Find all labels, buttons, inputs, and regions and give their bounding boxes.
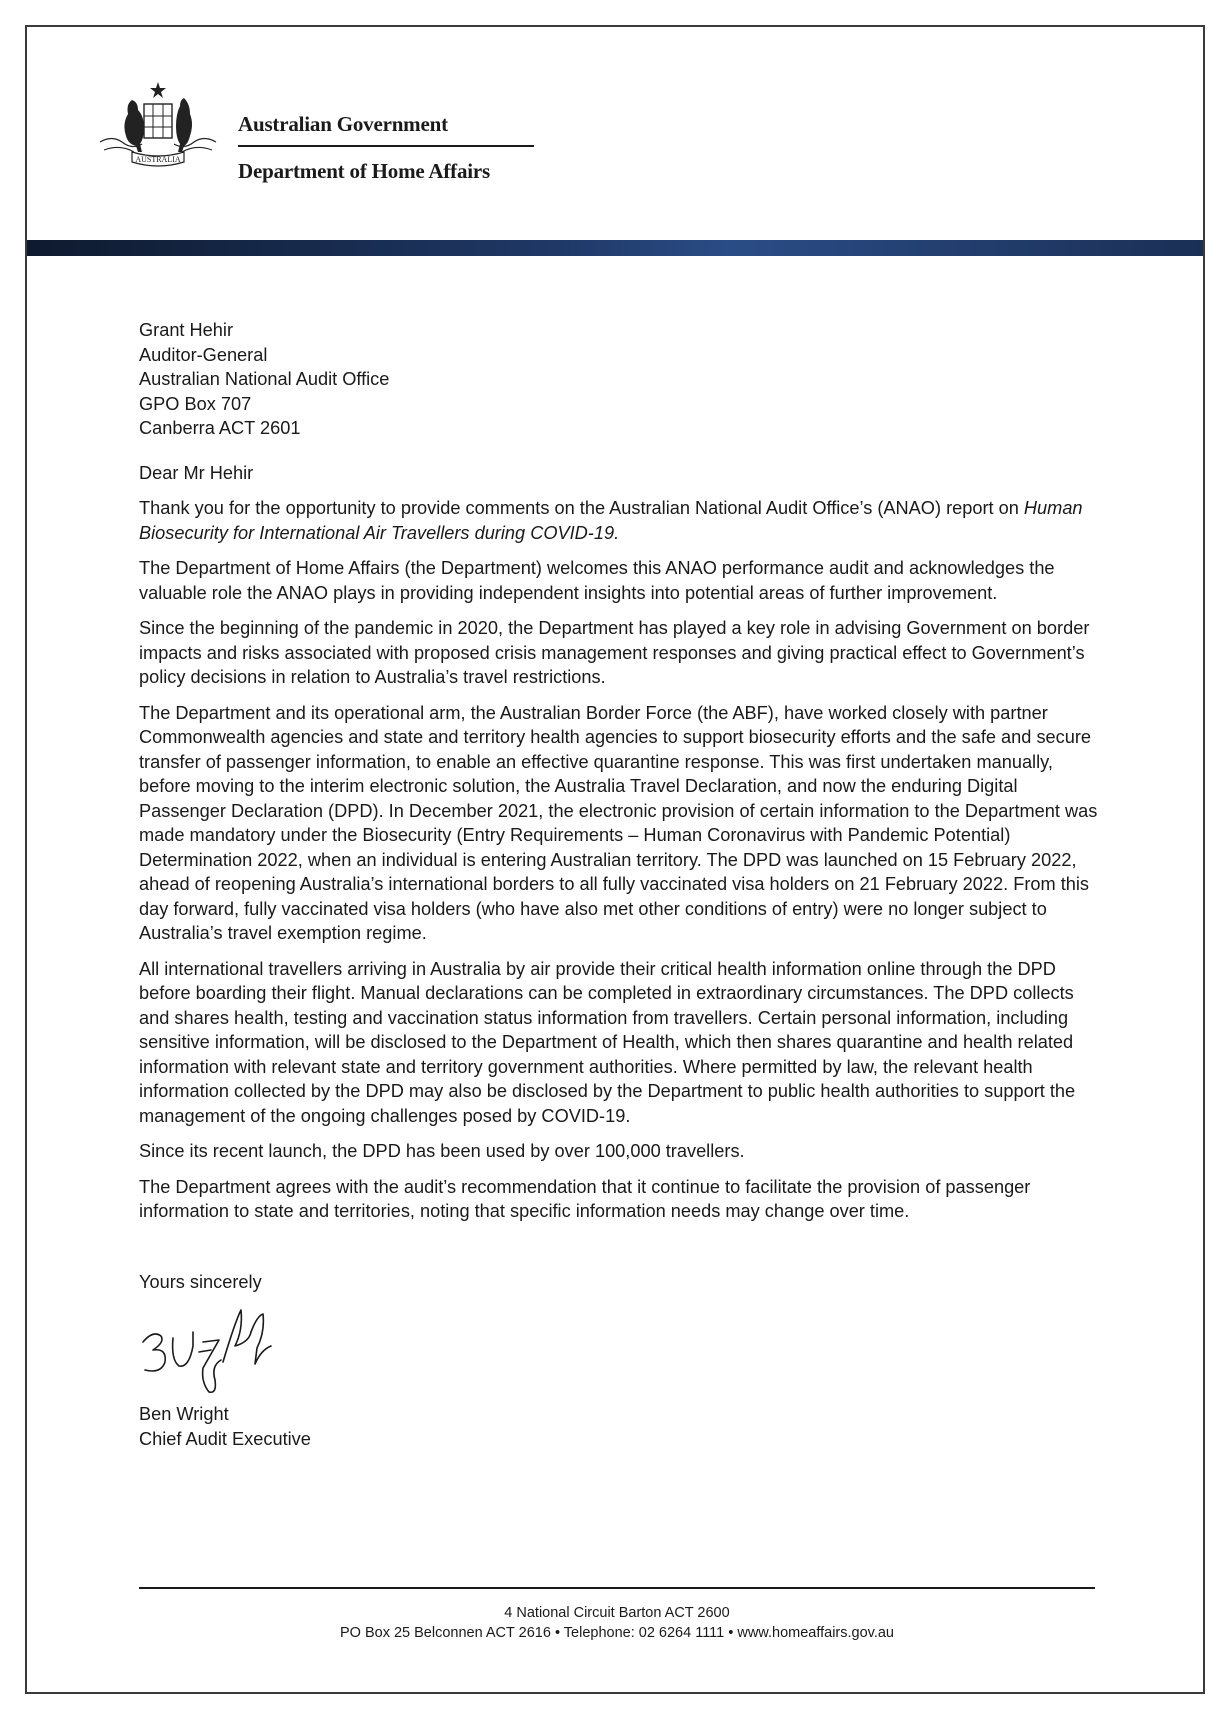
header-rule xyxy=(238,145,534,147)
footer-rule xyxy=(139,1587,1095,1589)
recipient-city: Canberra ACT 2601 xyxy=(139,418,301,438)
coat-of-arms-icon xyxy=(92,80,224,180)
government-name: Australian Government xyxy=(238,112,448,136)
paragraph-6: Since its recent launch, the DPD has been used by over 100,000 travellers. xyxy=(139,1141,745,1161)
paragraph-4: The Department and its operational arm, the Australian Border Force (the ABF), have worked closely with partner Commonwealth agencies and state and territory health agencies to support biosecurity efforts and the safe and secure transfer of passenger information, to enable an effective quarantine response. This was first undertaken manually, before moving to the interim electronic solution, the Australia Travel Declaration, and now the enduring Digital Passenger Declaration (DPD). In December 2021, the electronic provision of certain information to the Department was made mandatory under the Biosecurity (Entry Requirements – Human Coronavirus with Pandemic Potential) Determination 2022, when an individual is entering Australian territory. The DPD was launched on 15 February 2022, ahead of reopening Australia’s international borders to all fully vaccinated visa holders on 21 February 2022. From this day forward, fully vaccinated visa holders (who have also met other conditions of entry) were no longer subject to Australia’s travel exemption regime. xyxy=(139,702,1098,943)
handwritten-signature-icon xyxy=(139,1302,299,1398)
paragraph-1-text: Thank you for the opportunity to provide comments on the Australian National Audit Office’s (ANAO) report on xyxy=(139,498,1024,518)
footer xyxy=(139,1603,1095,1643)
report-title: Human Biosecurity for International Air Travellers during COVID-19. xyxy=(139,498,1083,543)
closing: Yours sincerely xyxy=(139,1271,262,1292)
salutation: Dear Mr Hehir xyxy=(139,462,254,483)
recipient-address xyxy=(139,318,1099,441)
header-banner xyxy=(27,240,1203,256)
recipient-organisation: Australian National Audit Office xyxy=(139,369,390,389)
paragraph-7: The Department agrees with the audit’s recommendation that it continue to facilitate the provision of passenger information to state and territories, noting that specific information needs may change over time. xyxy=(139,1176,1031,1221)
footer-address: 4 National Circuit Barton ACT 2600 xyxy=(504,1605,730,1621)
signer-title: Chief Audit Executive xyxy=(139,1428,311,1449)
recipient-title: Auditor-General xyxy=(139,344,268,365)
paragraph-1 xyxy=(139,496,1099,545)
recipient-name: Grant Hehir xyxy=(139,320,234,340)
signer-name: Ben Wright xyxy=(139,1404,229,1424)
department-name: Department of Home Affairs xyxy=(238,159,490,183)
crest-label: AUSTRALIA xyxy=(135,155,181,164)
paragraph-2: The Department of Home Affairs (the Department) welcomes this ANAO performance audit and acknowledges the valuable role the ANAO plays in providing independent insights into potential areas of further improvement. xyxy=(139,558,1055,603)
letter-body xyxy=(139,318,1099,1451)
paragraph-3: Since the beginning of the pandemic in 2020, the Department has played a key role in advising Government on border impacts and risks associated with proposed crisis management responses and giving practical effect to Government’s policy decisions in relation to Australia’s travel restrictions. xyxy=(139,618,1090,687)
paragraph-5: All international travellers arriving in Australia by air provide their critical health information online through the DPD before boarding their flight. Manual declarations can be completed in extraordinary circumstances. The DPD collects and shares health, testing and vaccination status information from travellers. Certain personal information, including sensitive information, will be disclosed to the Department of Health, which then shares quarantine and health related information with relevant state and territory government authorities. Where permitted by law, the relevant health information collected by the DPD may also be disclosed by the Department to public health authorities to support the management of the ongoing challenges posed by COVID-19. xyxy=(139,958,1076,1126)
footer-contact: PO Box 25 Belconnen ACT 2616 • Telephone: 02 6264 1111 • www.homeaffairs.gov.au xyxy=(339,1625,894,1641)
recipient-box: GPO Box 707 xyxy=(139,393,252,414)
